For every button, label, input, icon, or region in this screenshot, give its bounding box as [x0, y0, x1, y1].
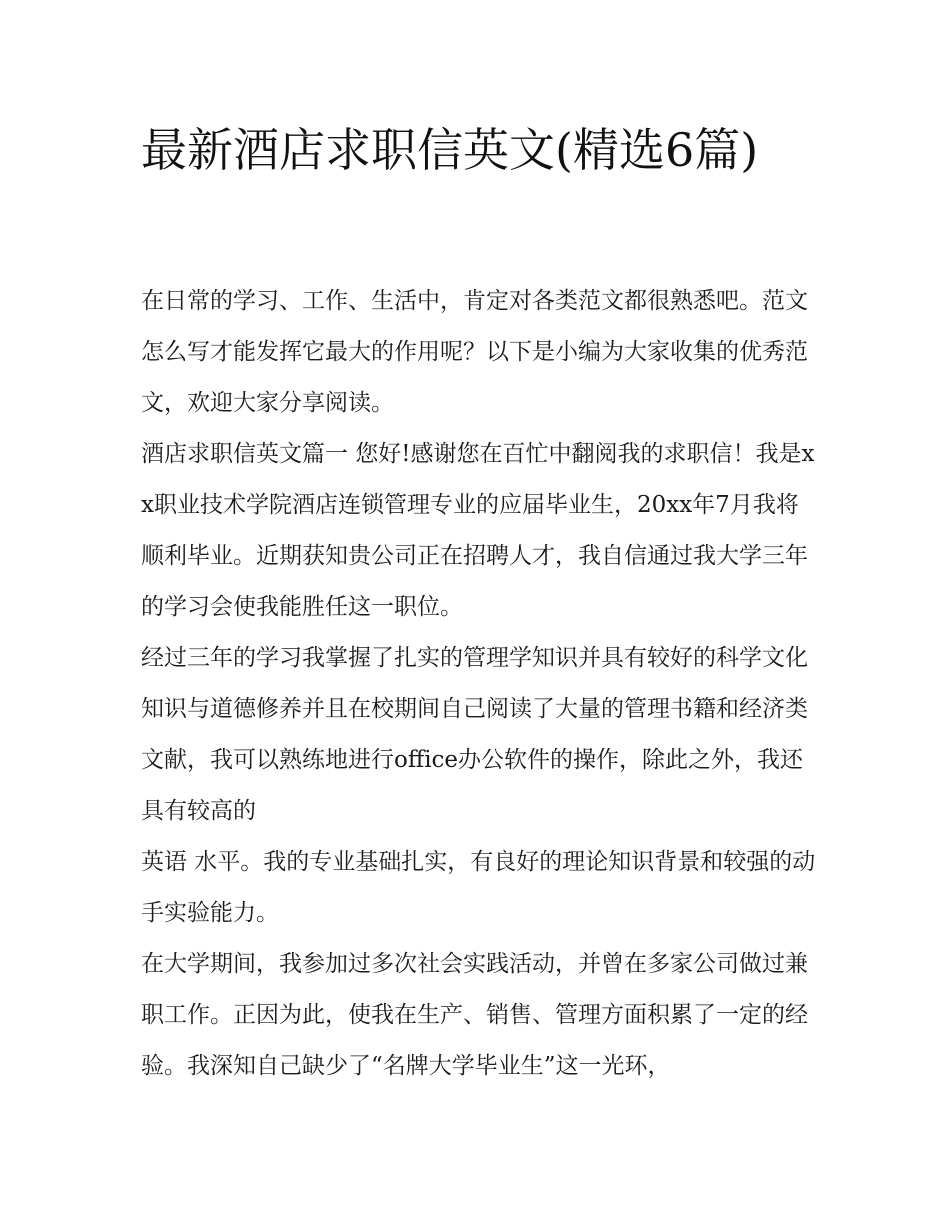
- paragraph-letter-opening: 酒店求职信英文篇一 您好!感谢您在百忙中翻阅我的求职信！我是xx职业技术学院酒店连锁管理专业的应届毕业生，20xx年7月我将顺利毕业。近期获知贵公司正在招聘人才，我自信通过我大学三年的学习会使我能胜任这一职位。: [141, 441, 815, 620]
- paragraph-experience: 在大学期间，我参加过多次社会实践活动，并曾在多家公司做过兼职工作。正因为此，使我在生产、销售、管理方面积累了一定的经验。我深知自己缺少了“名牌大学毕业生”这一光环，: [141, 951, 808, 1079]
- paragraph-knowledge: 经过三年的学习我掌握了扎实的管理学知识并具有较好的科学文化知识与道德修养并且在校期间自己阅读了大量的管理书籍和经济类文献，我可以熟练地进行office办公软件的操作，除此之外，我还具有较高的: [141, 645, 808, 824]
- paragraph-intro: 在日常的学习、工作、生活中，肯定对各类范文都很熟悉吧。范文怎么写才能发挥它最大的作用呢？以下是小编为大家收集的优秀范文，欢迎大家分享阅读。: [141, 288, 808, 416]
- paragraph-english-level: 英语 水平。我的专业基础扎实，有良好的理论知识背景和较强的动手实验能力。: [141, 849, 816, 926]
- document-body: [141, 276, 821, 1092]
- document-title: 最新酒店求职信英文(精选6篇): [141, 123, 759, 177]
